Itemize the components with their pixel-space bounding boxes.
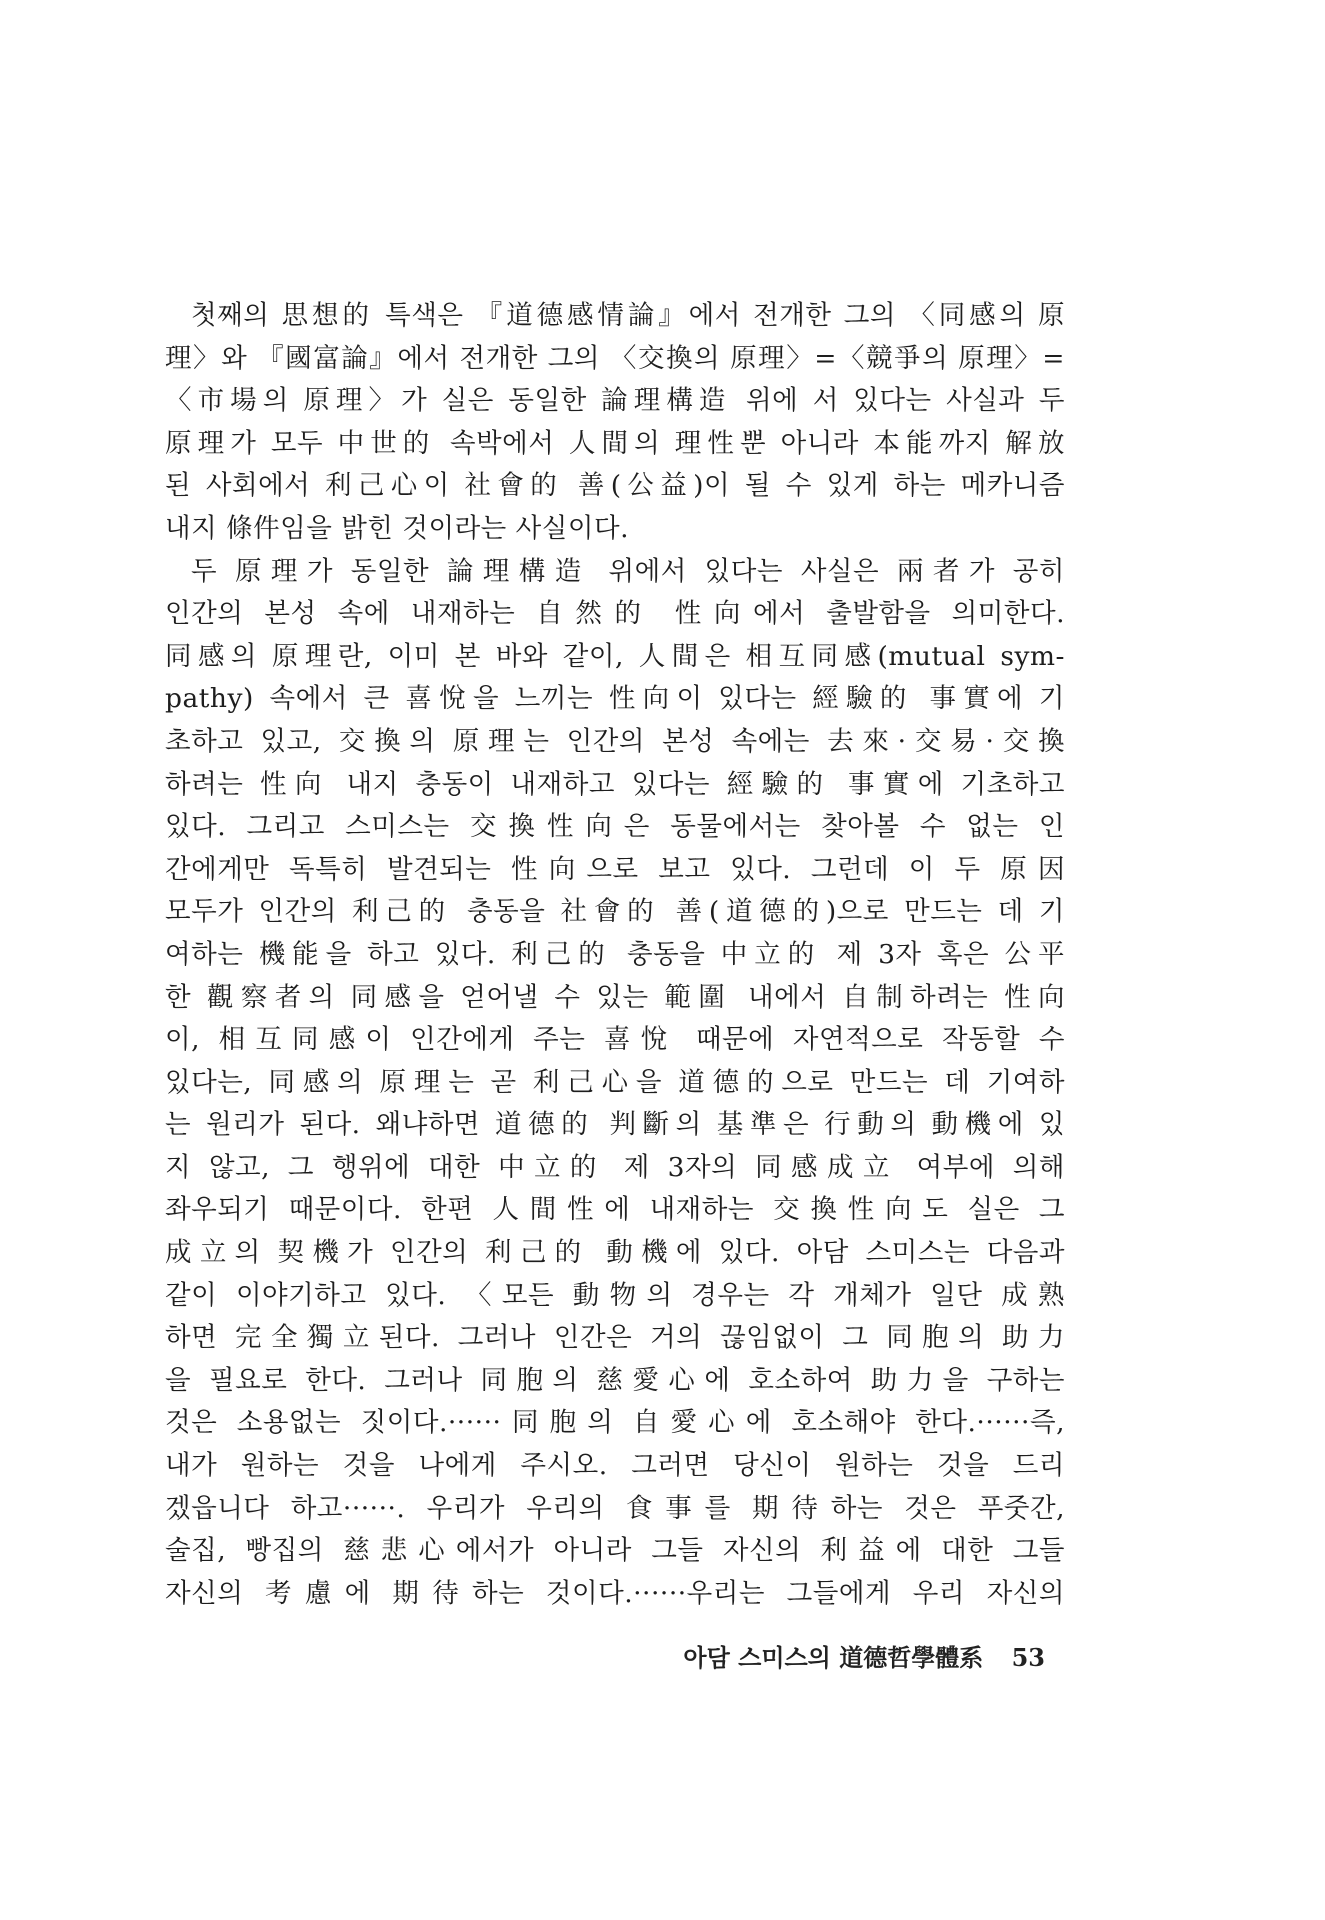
text-line: 첫째의 思想的 특색은 『道德感情論』에서 전개한 그의 〈同感의 原 xyxy=(191,300,1065,331)
paragraph-2 xyxy=(165,551,1065,1616)
text-line: 는 원리가 된다. 왜냐하면 道德的 判斷의 基準은 行動의 動機에 있 xyxy=(165,1109,1065,1141)
text-line: 같이 이야기하고 있다. 〈모든 動物의 경우는 각 개체가 일단 成熟 xyxy=(165,1279,1065,1311)
text-line: 모두가 인간의 利己的 충동을 社會的 善(道德的)으로 만드는 데 기 xyxy=(165,896,1065,928)
text-line: 내가 원하는 것을 나에게 주시오. 그러면 당신이 원하는 것을 드리 xyxy=(165,1450,1065,1482)
text-line: 成立의 契機가 인간의 利己的 動機에 있다. 아담 스미스는 다음과 xyxy=(165,1237,1065,1269)
text-line: 인간의 본성 속에 내재하는 自然的 性向에서 출발함을 의미한다. xyxy=(165,598,1065,630)
text-line: 하려는 性向 내지 충동이 내재하고 있다는 經驗的 事實에 기초하고 xyxy=(165,768,1065,800)
text-line: 이, 相互同感이 인간에게 주는 喜悅 때문에 자연적으로 작동할 수 xyxy=(165,1024,1065,1056)
text-line: 있다. 그리고 스미스는 交換性向은 동물에서는 찾아볼 수 없는 인 xyxy=(165,811,1065,843)
text-line: 을 필요로 한다. 그러나 同胞의 慈愛心에 호소하여 助力을 구하는 xyxy=(165,1364,1065,1396)
text-line: 겠읍니다 하고······. 우리가 우리의 食事를 期待하는 것은 푸줏간, xyxy=(165,1492,1065,1524)
text-line: 〈市場의 原理〉가 실은 동일한 論理構造 위에 서 있다는 사실과 두 xyxy=(165,385,1065,417)
page-number: 53 xyxy=(1011,1643,1045,1672)
text-line: 된 사회에서 利己心이 社會的 善(公益)이 될 수 있게 하는 메카니즘 xyxy=(165,470,1065,502)
text-line: 있다는, 同感의 原理는 곧 利己心을 道德的으로 만드는 데 기여하 xyxy=(165,1066,1065,1098)
text-line: 술집, 빵집의 慈悲心에서가 아니라 그들 자신의 利益에 대한 그들 xyxy=(165,1535,1065,1567)
page-footer xyxy=(683,1638,1045,1673)
text-line: 하면 完全獨立된다. 그러나 인간은 거의 끊임없이 그 同胞의 助力 xyxy=(165,1322,1065,1354)
paragraph-1 xyxy=(165,295,1065,551)
running-title: 아담 스미스의 道德哲學體系 xyxy=(683,1643,984,1672)
text-line: pathy) 속에서 큰 喜悅을 느끼는 性向이 있다는 經驗的 事實에 기 xyxy=(165,683,1065,715)
text-line: 좌우되기 때문이다. 한편 人間性에 내재하는 交換性向도 실은 그 xyxy=(165,1194,1065,1226)
text-line: 原理가 모두 中世的 속박에서 人間의 理性뿐 아니라 本能까지 解放 xyxy=(165,427,1065,459)
text-line: 간에게만 독특히 발견되는 性向으로 보고 있다. 그런데 이 두 原因 xyxy=(165,853,1065,885)
text-line: 두 原理가 동일한 論理構造 위에서 있다는 사실은 兩者가 공히 xyxy=(191,555,1065,587)
text-line: 理〉와 『國富論』에서 전개한 그의 〈交換의 原理〉=〈競爭의 原理〉= xyxy=(165,342,1065,374)
text-line: 내지 條件임을 밝힌 것이라는 사실이다. xyxy=(165,512,630,544)
text-line: 同感의 原理란, 이미 본 바와 같이, 人間은 相互同感(mutual sym- xyxy=(165,640,1065,672)
text-line: 것은 소용없는 짓이다.······同胞의 自愛心에 호소해야 한다.······즉, xyxy=(165,1407,1065,1439)
body-text xyxy=(165,295,1065,1615)
text-line: 자신의 考慮에 期待하는 것이다.······우리는 그들에게 우리 자신의 xyxy=(165,1577,1065,1609)
text-line: 초하고 있고, 交換의 原理는 인간의 본성 속에는 去來·交易·交換 xyxy=(165,725,1065,757)
text-line: 지 않고, 그 행위에 대한 中立的 제 3자의 同感成立 여부에 의해 xyxy=(165,1151,1065,1183)
text-line: 여하는 機能을 하고 있다. 利己的 충동을 中立的 제 3자 혹은 公平 xyxy=(165,938,1065,970)
text-line: 한 觀察者의 同感을 얻어낼 수 있는 範圍 내에서 自制하려는 性向 xyxy=(165,981,1065,1013)
